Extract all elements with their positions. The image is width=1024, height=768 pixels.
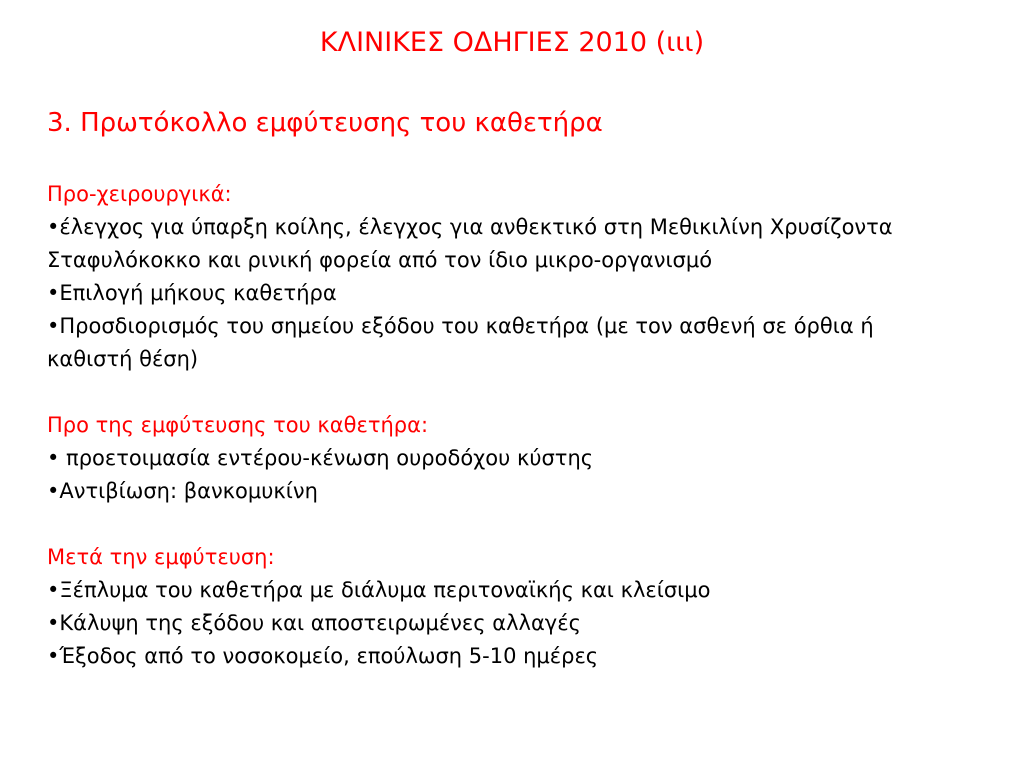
bullet-item: •Αντιβίωση: βανκομυκίνη — [47, 479, 318, 503]
slide-body — [47, 178, 947, 673]
bullet-item: •Προσδιορισμός του σημείου εξόδου του καθετήρα (με τον ασθενή σε όρθια ή καθιστή θέση) — [47, 314, 874, 371]
section-heading: Μετά την εμφύτευση: — [47, 545, 275, 569]
bullet-item: •Επιλογή μήκους καθετήρα — [47, 281, 337, 305]
bullet-item: •έλεγχος για ύπαρξη κοίλης, έλεγχος για ανθεκτικό στη Μεθικιλίνη Χρυσίζοντα Σταφυλόκοκκο και ρινική φορεία από τον ίδιο μικρο-οργανισμό — [47, 215, 893, 272]
bullet-item: •Έξοδος από το νοσοκομείο, επούλωση 5-10 ημέρες — [47, 644, 599, 668]
section-pre-surgical — [47, 178, 947, 376]
section-heading: Προ-χειρουργικά: — [47, 182, 232, 206]
bullet-item: •Κάλυψη της εξόδου και αποστειρωμένες αλλαγές — [47, 611, 581, 635]
section-post-insertion — [47, 541, 947, 673]
slide-subtitle: 3. Πρωτόκολλο εμφύτευσης του καθετήρα — [47, 108, 603, 138]
section-heading: Προ της εμφύτευσης του καθετήρα: — [47, 413, 429, 437]
slide-title: ΚΛΙΝΙΚΕΣ ΟΔΗΓΙΕΣ 2010 (ιιι) — [319, 27, 705, 58]
bullet-item: •Ξέπλυμα του καθετήρα με διάλυμα περιτοναϊκής και κλείσιμο — [47, 578, 711, 602]
section-pre-insertion — [47, 409, 947, 508]
bullet-item: • προετοιμασία εντέρου-κένωση ουροδόχου κύστης — [47, 446, 594, 470]
